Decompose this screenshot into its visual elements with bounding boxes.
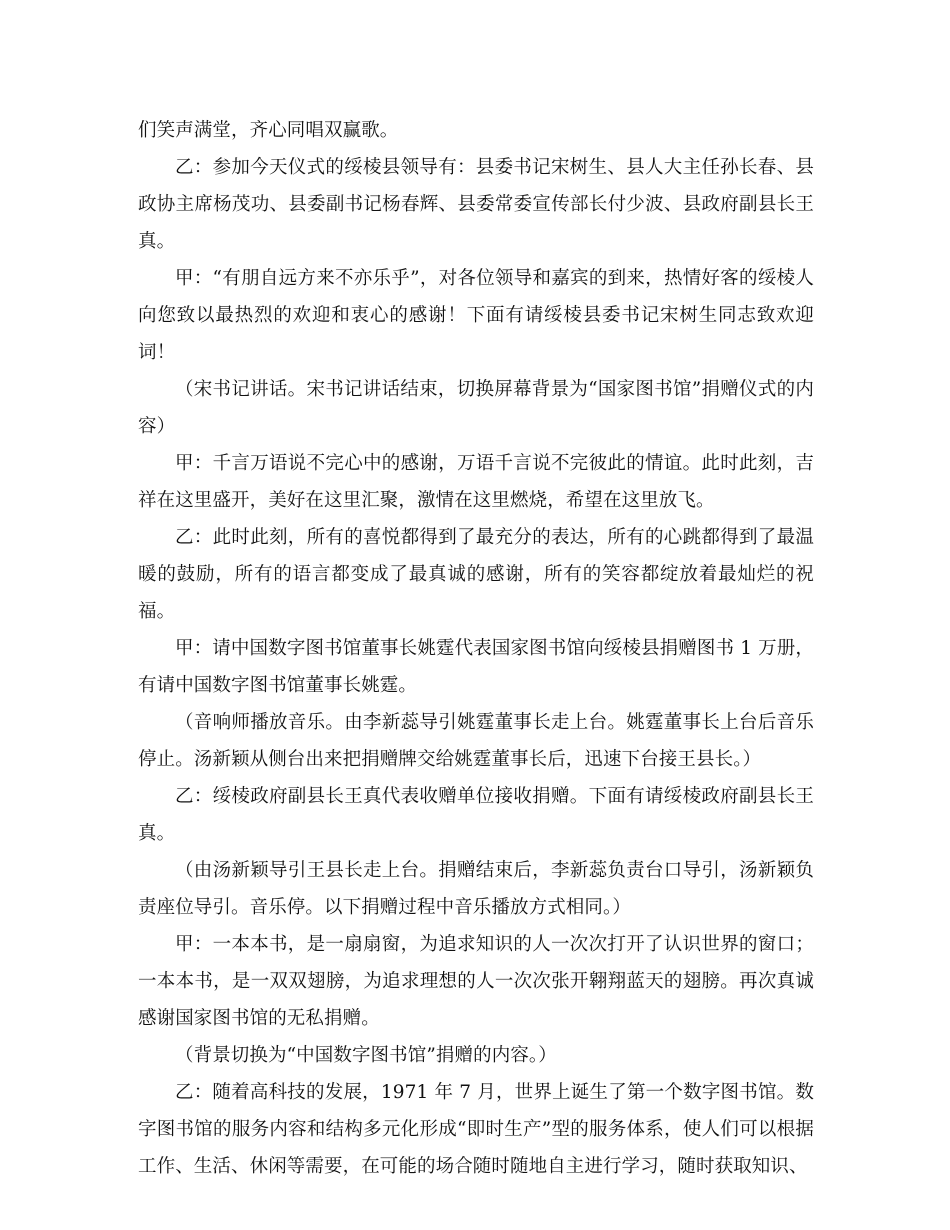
paragraph-11: 甲：一本本书，是一扇扇窗，为追求知识的人一次次打开了认识世界的窗口；一本本书，是一双双翅膀，为追求理想的人一次次张开翱翔蓝天的翅膀。再次真诚感谢国家图书馆的无私捐赠。: [138, 934, 814, 1029]
document-body: [138, 112, 814, 1185]
paragraph-13: 乙：随着高科技的发展，1971 年 7 月，世界上诞生了第一个数字图书馆。数字图书馆的服务内容和结构多元化形成“即时生产”型的服务体系，使人们可以根据工作、生活、休闲等需要，在可能的场合随时随地自主进行学习，随时获取知识、: [138, 1082, 814, 1177]
paragraph-8: （音响师播放音乐。由李新蕊导引姚霆董事长走上台。姚霆董事长上台后音乐停止。汤新颖从侧台出来把捐赠牌交给姚霆董事长后，迅速下台接王县长。）: [138, 712, 814, 770]
paragraph-2: 乙：参加今天仪式的绥棱县领导有：县委书记宋树生、县人大主任孙长春、县政协主席杨茂功、县委副书记杨春辉、县委常委宣传部长付少波、县政府副县长王真。: [138, 157, 814, 252]
paragraph-12: （背景切换为“中国数字图书馆”捐赠的内容。）: [175, 1045, 557, 1066]
paragraph-10: （由汤新颖导引王县长走上台。捐赠结束后，李新蕊负责台口导引，汤新颖负责座位导引。音乐停。以下捐赠过程中音乐播放方式相同。）: [138, 860, 814, 918]
paragraph-9: 乙：绥棱政府副县长王真代表收赠单位接收捐赠。下面有请绥棱政府副县长王真。: [138, 786, 814, 844]
paragraph-6: 乙：此时此刻，所有的喜悦都得到了最充分的表达，所有的心跳都得到了最温暖的鼓励，所有的语言都变成了最真诚的感谢，所有的笑容都绽放着最灿烂的祝福。: [138, 527, 814, 622]
paragraph-3: 甲：“有朋自远方来不亦乐乎”，对各位领导和嘉宾的到来，热情好客的绥棱人向您致以最热烈的欢迎和衷心的感谢！下面有请绥棱县委书记宋树生同志致欢迎词！: [138, 268, 814, 363]
paragraph-7: 甲：请中国数字图书馆董事长姚霆代表国家图书馆向绥棱县捐赠图书 1 万册，有请中国数字图书馆董事长姚霆。: [138, 638, 814, 696]
paragraph-1: 们笑声满堂，齐心同唱双赢歌。: [138, 120, 399, 141]
paragraph-5: 甲：千言万语说不完心中的感谢，万语千言说不完彼此的情谊。此时此刻，吉祥在这里盛开，美好在这里汇聚，激情在这里燃烧，希望在这里放飞。: [138, 453, 814, 511]
paragraph-4: （宋书记讲话。宋书记讲话结束，切换屏幕背景为“国家图书馆”捐赠仪式的内容）: [138, 379, 814, 437]
